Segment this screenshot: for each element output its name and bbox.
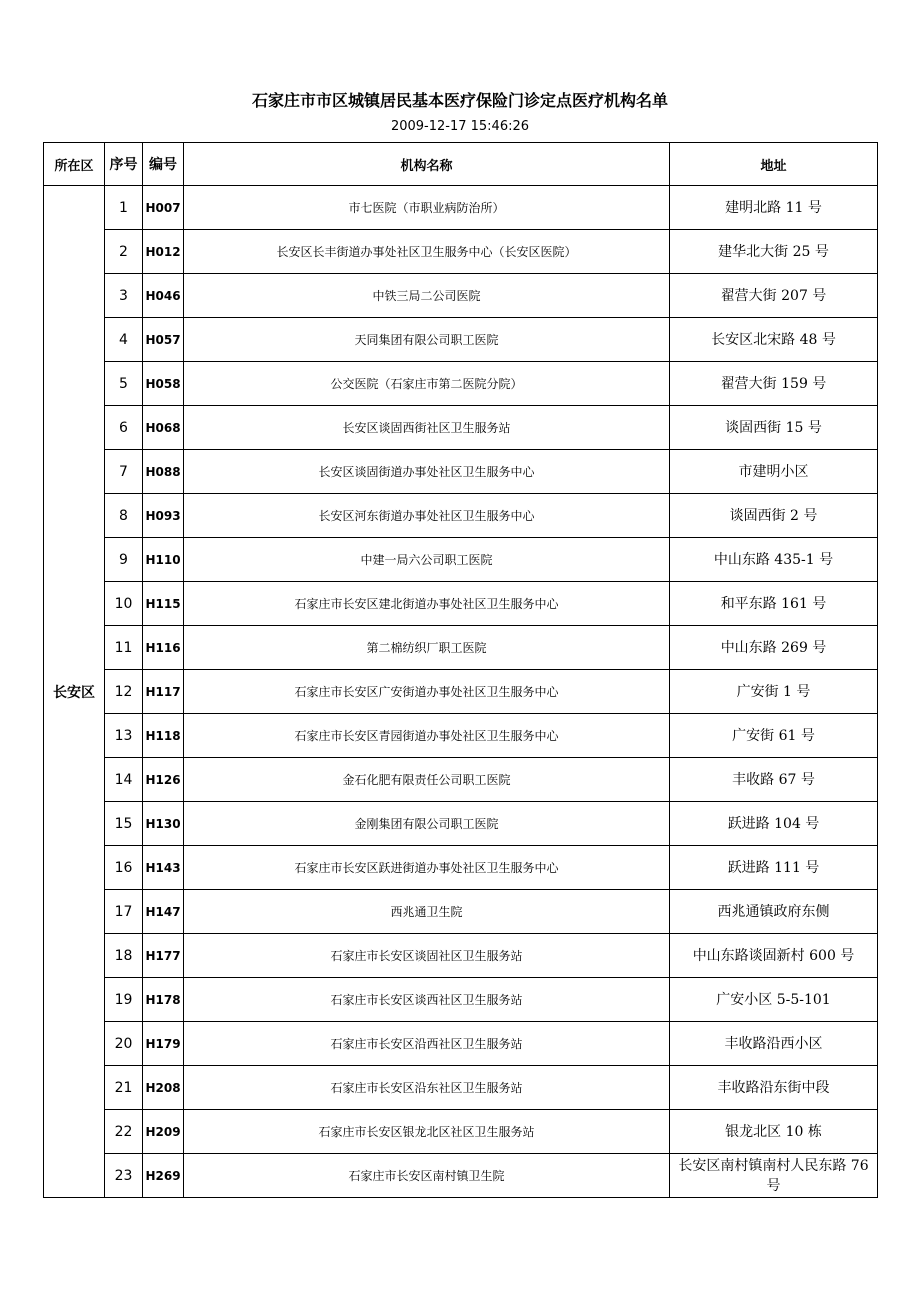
seq-cell: 21 [105, 1066, 143, 1110]
header-code: 编号 [143, 143, 184, 186]
name-cell: 市七医院（市职业病防治所） [184, 186, 670, 230]
address-cell: 中山东路 269 号 [670, 626, 878, 670]
name-cell: 金石化肥有限责任公司职工医院 [184, 758, 670, 802]
table-row [44, 846, 878, 890]
name-cell: 金刚集团有限公司职工医院 [184, 802, 670, 846]
header-seq: 序号 [105, 143, 143, 186]
table-row [44, 494, 878, 538]
code-cell: H046 [143, 274, 184, 318]
seq-cell: 18 [105, 934, 143, 978]
table-row [44, 890, 878, 934]
header-address: 地址 [670, 143, 878, 186]
address-cell: 翟营大街 159 号 [670, 362, 878, 406]
address-cell: 丰收路沿东街中段 [670, 1066, 878, 1110]
table-row [44, 450, 878, 494]
seq-cell: 3 [105, 274, 143, 318]
table-row [44, 538, 878, 582]
seq-cell: 22 [105, 1110, 143, 1154]
name-cell: 石家庄市长安区跃进街道办事处社区卫生服务中心 [184, 846, 670, 890]
name-cell: 石家庄市长安区银龙北区社区卫生服务站 [184, 1110, 670, 1154]
table-row [44, 1022, 878, 1066]
code-cell: H012 [143, 230, 184, 274]
name-cell: 公交医院（石家庄市第二医院分院） [184, 362, 670, 406]
seq-cell: 13 [105, 714, 143, 758]
table-row [44, 274, 878, 318]
seq-cell: 15 [105, 802, 143, 846]
seq-cell: 5 [105, 362, 143, 406]
address-cell: 丰收路沿西小区 [670, 1022, 878, 1066]
address-cell: 银龙北区 10 栋 [670, 1110, 878, 1154]
name-cell: 石家庄市长安区南村镇卫生院 [184, 1154, 670, 1198]
code-cell: H147 [143, 890, 184, 934]
seq-cell: 9 [105, 538, 143, 582]
address-cell: 中山东路 435-1 号 [670, 538, 878, 582]
code-cell: H088 [143, 450, 184, 494]
seq-cell: 19 [105, 978, 143, 1022]
address-cell: 长安区北宋路 48 号 [670, 318, 878, 362]
code-cell: H178 [143, 978, 184, 1022]
seq-cell: 20 [105, 1022, 143, 1066]
table-row [44, 626, 878, 670]
address-cell: 跃进路 104 号 [670, 802, 878, 846]
code-cell: H209 [143, 1110, 184, 1154]
name-cell: 中建一局六公司职工医院 [184, 538, 670, 582]
code-cell: H116 [143, 626, 184, 670]
table-row [44, 670, 878, 714]
table-row [44, 318, 878, 362]
address-cell: 建明北路 11 号 [670, 186, 878, 230]
address-cell: 跃进路 111 号 [670, 846, 878, 890]
address-cell: 广安街 61 号 [670, 714, 878, 758]
address-cell: 丰收路 67 号 [670, 758, 878, 802]
seq-cell: 10 [105, 582, 143, 626]
table-header-row [44, 143, 878, 186]
table-row [44, 802, 878, 846]
seq-cell: 4 [105, 318, 143, 362]
table-row [44, 406, 878, 450]
seq-cell: 12 [105, 670, 143, 714]
timestamp: 2009-12-17 15:46:26 [390, 119, 530, 134]
header-name: 机构名称 [184, 143, 670, 186]
code-cell: H126 [143, 758, 184, 802]
name-cell: 长安区长丰街道办事处社区卫生服务中心（长安区医院） [184, 230, 670, 274]
table-row [44, 1154, 878, 1198]
address-cell: 和平东路 161 号 [670, 582, 878, 626]
seq-cell: 17 [105, 890, 143, 934]
institution-table [43, 142, 878, 1198]
table-row [44, 714, 878, 758]
district-cell: 长安区 [44, 186, 105, 1198]
code-cell: H143 [143, 846, 184, 890]
name-cell: 长安区谈固街道办事处社区卫生服务中心 [184, 450, 670, 494]
code-cell: H130 [143, 802, 184, 846]
code-cell: H093 [143, 494, 184, 538]
address-cell: 建华北大街 25 号 [670, 230, 878, 274]
code-cell: H117 [143, 670, 184, 714]
name-cell: 中铁三局二公司医院 [184, 274, 670, 318]
address-cell: 市建明小区 [670, 450, 878, 494]
seq-cell: 7 [105, 450, 143, 494]
name-cell: 长安区谈固西街社区卫生服务站 [184, 406, 670, 450]
name-cell: 石家庄市长安区建北街道办事处社区卫生服务中心 [184, 582, 670, 626]
seq-cell: 23 [105, 1154, 143, 1198]
name-cell: 石家庄市长安区谈固社区卫生服务站 [184, 934, 670, 978]
table-row [44, 362, 878, 406]
code-cell: H057 [143, 318, 184, 362]
code-cell: H110 [143, 538, 184, 582]
address-cell: 翟营大街 207 号 [670, 274, 878, 318]
code-cell: H177 [143, 934, 184, 978]
code-cell: H208 [143, 1066, 184, 1110]
table-row [44, 978, 878, 1022]
name-cell: 西兆通卫生院 [184, 890, 670, 934]
name-cell: 天同集团有限公司职工医院 [184, 318, 670, 362]
table-row [44, 758, 878, 802]
address-cell: 长安区南村镇南村人民东路 76 号 [670, 1154, 878, 1198]
name-cell: 石家庄市长安区谈西社区卫生服务站 [184, 978, 670, 1022]
table-row [44, 582, 878, 626]
table-row [44, 230, 878, 274]
page-title: 石家庄市市区城镇居民基本医疗保险门诊定点医疗机构名单 [251, 91, 668, 110]
code-cell: H058 [143, 362, 184, 406]
table-row [44, 934, 878, 978]
address-cell: 谈固西街 2 号 [670, 494, 878, 538]
name-cell: 石家庄市长安区沿东社区卫生服务站 [184, 1066, 670, 1110]
address-cell: 谈固西街 15 号 [670, 406, 878, 450]
code-cell: H115 [143, 582, 184, 626]
seq-cell: 11 [105, 626, 143, 670]
code-cell: H118 [143, 714, 184, 758]
address-cell: 广安街 1 号 [670, 670, 878, 714]
name-cell: 石家庄市长安区广安街道办事处社区卫生服务中心 [184, 670, 670, 714]
seq-cell: 8 [105, 494, 143, 538]
name-cell: 第二棉纺织厂职工医院 [184, 626, 670, 670]
seq-cell: 2 [105, 230, 143, 274]
code-cell: H007 [143, 186, 184, 230]
name-cell: 石家庄市长安区青园街道办事处社区卫生服务中心 [184, 714, 670, 758]
name-cell: 长安区河东街道办事处社区卫生服务中心 [184, 494, 670, 538]
address-cell: 西兆通镇政府东侧 [670, 890, 878, 934]
seq-cell: 14 [105, 758, 143, 802]
table-row [44, 1110, 878, 1154]
name-cell: 石家庄市长安区沿西社区卫生服务站 [184, 1022, 670, 1066]
code-cell: H179 [143, 1022, 184, 1066]
seq-cell: 16 [105, 846, 143, 890]
seq-cell: 1 [105, 186, 143, 230]
address-cell: 中山东路谈固新村 600 号 [670, 934, 878, 978]
address-cell: 广安小区 5-5-101 [670, 978, 878, 1022]
code-cell: H068 [143, 406, 184, 450]
table-row [44, 1066, 878, 1110]
table-row [44, 186, 878, 230]
seq-cell: 6 [105, 406, 143, 450]
header-district: 所在区 [44, 143, 105, 186]
code-cell: H269 [143, 1154, 184, 1198]
